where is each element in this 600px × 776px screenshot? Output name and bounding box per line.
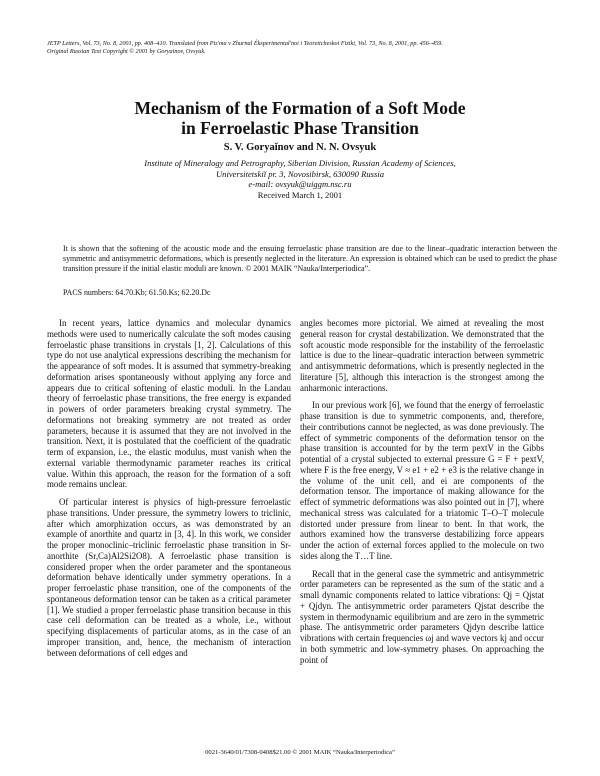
paragraph: Recall that in the general case the symmetric and antisymmetric order parameters can be represented as the sum of the static and a small dynamic components related to lattice vibrations: Qj = Qjstat + Qjdyn. The antisymmetric order parameters Qjstat describe the system in thermodynamic equilibrium and are zero in the symmetric phase. The antisymmetric order parameters Qjdyn describe lattice vibrations with certain frequencies ωj and wave vectors kj and occur in both symmetric and low-symmetry phases. On approaching the point of — [300, 568, 544, 665]
received-date: Received March 1, 2001 — [257, 189, 343, 200]
journal-header — [47, 40, 567, 56]
right-column — [300, 318, 544, 672]
footer: 0021-3640/01/7308-0408$21.00 © 2001 MAIK “Nauka/Interperiodica” — [205, 749, 395, 756]
abstract: It is shown that the softening of the acoustic mode and the ensuing ferroelastic phase transition are due to the linear–quadratic interaction between the symmetric and antisymmetric deformations, which is presently neglected in the literature. An expression is obtained which can be used to predict the phase transition pressure if the initial elastic moduli are known. © 2001 MAIK “Nauka/Interperiodica”. — [63, 244, 557, 273]
email: e-mail: ovsyuk@uiggm.nsc.ru — [248, 179, 352, 190]
authors: S. V. Goryaĭnov and N. N. Ovsyuk — [223, 142, 377, 153]
journal-header-line2: Original Russian Text Copyright © 2001 by Goryainov, Ovsyuk. — [47, 48, 206, 55]
paragraph: In recent years, lattice dynamics and molecular dynamics methods were used to numerically calculate the soft modes causing ferroelastic phase transitions in crystals [1, 2]. Calculations of this type do not use analytical expressions describing the mechanism for the appearance of soft modes. It is assumed that symmetry-breaking deformation arises spontaneously without applying any force and appears due to critical softening of elastic moduli. In the Landau theory of ferroelastic phase transitions, the free energy is expanded in powers of order parameters breaking crystal symmetry. The deformations not breaking symmetry are not treated as order parameters, because it is assumed that they are not involved in the transition. Next, it is postulated that the coefficient of the quadratic term of expansion, i.e., the elastic modulus, must vanish when the external variable thermodynamic parameter reaches its critical value. Within this approach, the reason for the formation of a soft mode remains unclear. — [47, 318, 291, 490]
pacs-numbers: PACS numbers: 64.70.Kb; 61.50.Ks; 62.20.Dc — [63, 288, 211, 297]
left-column — [47, 318, 291, 665]
paragraph: Of particular interest is physics of high-pressure ferroelastic phase transitions. Under pressure, the symmetry lowers to triclinic, after which amorphization occurs, as was demonstrated by an example of anorthite and quartz in [3, 4]. In this work, we consider the proper monoclinic–triclinic ferroelastic phase transition in Sr-anorthite (Sr,Ca)Al2Si2O8). A ferroelastic phase transition is considered proper when the order parameter and the spontaneous deformation behave identically under symmetry operations. In a proper ferroelastic phase transition, one of the components of the spontaneous deformation tensor can be taken as a critical parameter [1]. We studied a proper ferroelastic phase transition because in this case cell deformation can be treated as a whole, i.e., without specifying displacements of particular atoms, as in the case of an improper transition, and, hence, the mechanism of interaction between deformations of cell edges and — [47, 497, 291, 658]
paragraph: In our previous work [6], we found that the energy of ferroelastic phase transition is due to symmetric components, and, therefore, their contributions cannot be neglected, as was done previously. The effect of symmetric components of the deformation tensor on the phase transition is accounted for by the term pextV in the Gibbs potential of a crystal subjected to external pressure G = F + pextV, where F is the free energy, V ≈ e1 + e2 + e3 is the relative change in the volume of the unit cell, and ei are components of the deformation tensor. The importance of making allowance for the effect of symmetric deformations was also pointed out in [7], where mechanical stress was calculated for a triatomic T–O–T molecule distorted under pressure from linear to bent. In that work, the authors examined how the transverse destabilizing force appears under the action of external forces applied to the molecule on two sides along the T…T line. — [300, 400, 544, 561]
paragraph: angles becomes more pictorial. We aimed at revealing the most general reason for crystal destabilization. We demonstrated that the soft acoustic mode responsible for the instability of the ferroelastic lattice is due to the linear–quadratic interaction between symmetric and antisymmetric deformations, which is presently neglected in the literature [5], although this interaction is the strongest among the anharmonic interactions. — [300, 318, 544, 393]
affiliation-line1: Institute of Mineralogy and Petrography, Siberian Division, Russian Academy of Sciences, — [144, 158, 456, 168]
journal-header-line1: JETP Letters, Vol. 73, No. 8, 2001, pp. 408–410. Translated from Pis'ma v Zhurnal Éksperimental'noi i Teoreticheskoi Fiziki, Vol. 73, No. 8, 2001, pp. 456–459. — [47, 40, 443, 47]
title-line1: Mechanism of the Formation of a Soft Mode — [134, 98, 466, 118]
affiliation — [60, 158, 540, 200]
affiliation-line2: Universitetskiĭ pr. 3, Novosibirsk, 630090 Russia — [215, 168, 385, 179]
paper-title — [60, 98, 540, 138]
title-line2: in Ferroelastic Phase Transition — [181, 118, 419, 138]
